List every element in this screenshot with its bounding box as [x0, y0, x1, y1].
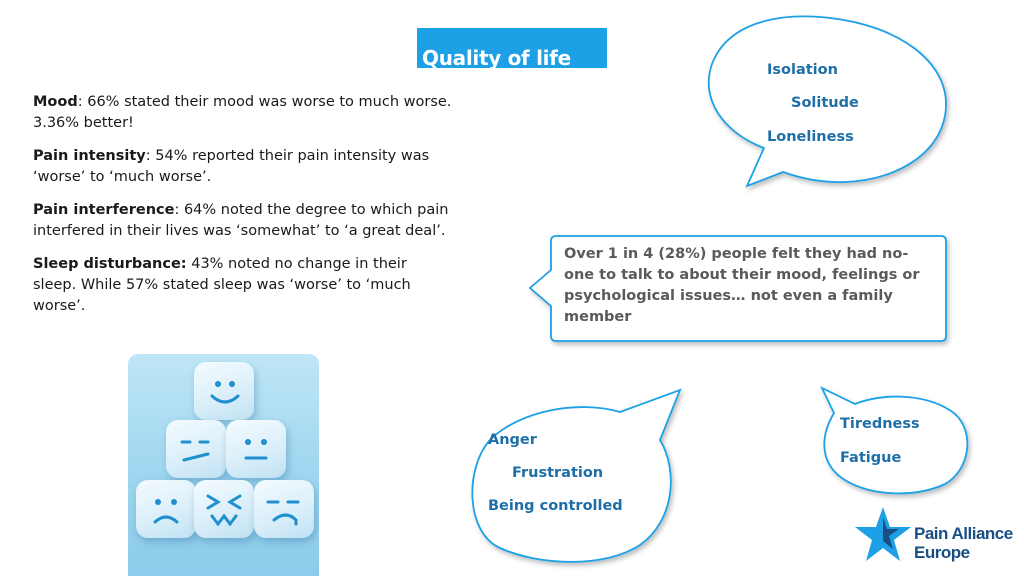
stat-text: 43% noted no change in their sleep. While 57% stated sleep was ‘worse’ to ‘much worse’. — [33, 256, 411, 314]
page-title: Quality of life — [422, 46, 571, 68]
stat-label: Mood — [33, 94, 78, 110]
happy-face-cube-icon — [194, 362, 254, 420]
logo-line1: Pain Alliance — [914, 524, 1013, 543]
stat-label: Pain intensity — [33, 148, 146, 164]
angry-face-cube-icon — [254, 480, 314, 538]
squint-face-cube-icon — [194, 480, 254, 538]
stat-label: Pain interference — [33, 202, 175, 218]
emoji-cubes-image — [128, 354, 319, 576]
stat-text: : 66% stated their mood was worse to much worse. 3.36% better! — [33, 94, 452, 131]
stat-text: : 64% noted the degree to which pain interfered in their lives was ‘somewhat’ to ‘a great deal’. — [33, 202, 449, 239]
sad-face-cube-icon — [136, 480, 196, 538]
speech-bubble-tiredness — [822, 388, 967, 493]
bubble-item-fatigue: Fatigue — [840, 450, 902, 466]
neutral-face-cube-icon — [166, 420, 226, 478]
bubble-item-anger: Anger — [488, 432, 537, 448]
logo-line2: Europe — [914, 543, 970, 562]
logo-text — [914, 524, 1013, 562]
bubble-item-loneliness: Loneliness — [767, 129, 854, 145]
stat-text: : 54% reported their pain intensity was ‘worse’ to ‘much worse’. — [33, 148, 430, 185]
flat-face-cube-icon — [226, 420, 286, 478]
bubble-item-being-controlled: Being controlled — [488, 498, 623, 514]
bubble-item-frustration: Frustration — [512, 465, 604, 481]
bubble-item-isolation: Isolation — [767, 62, 838, 78]
bubble-item-solitude: Solitude — [791, 95, 859, 111]
stat-label: Sleep disturbance: — [33, 256, 187, 272]
callout-text: Over 1 in 4 (28%) people felt they had no-one to talk to about their mood, feelings or psychological issues… not even a family member — [564, 246, 920, 325]
bubble-item-tiredness: Tiredness — [840, 416, 920, 432]
